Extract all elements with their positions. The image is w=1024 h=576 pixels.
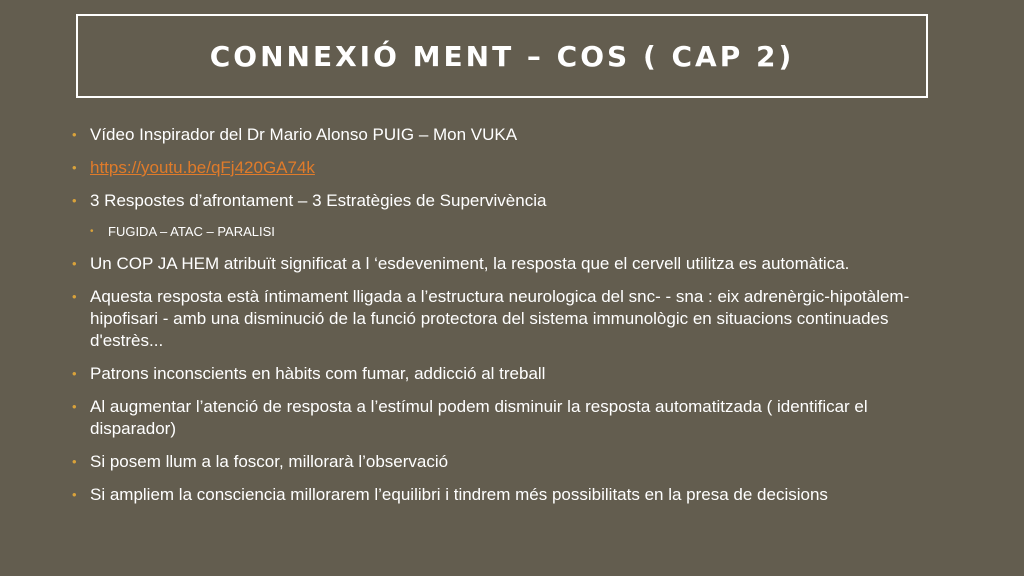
- bullet-item: [70, 363, 930, 385]
- bullet-dot-icon: •: [72, 256, 77, 271]
- bullet-dot-icon: •: [72, 160, 77, 175]
- youtube-link[interactable]: https://youtu.be/qFj420GA74k: [90, 158, 315, 177]
- bullet-dot-icon: •: [72, 127, 77, 142]
- bullet-text: Al augmentar l’atenció de resposta a l’estímul podem disminuir la resposta automatitzada ( identificar el disparador): [90, 397, 868, 438]
- bullet-text: Patrons inconscients en hàbits com fumar, addicció al treball: [90, 364, 546, 383]
- bullet-dot-icon: •: [90, 226, 94, 237]
- bullet-dot-icon: •: [72, 487, 77, 502]
- bullet-item: [70, 190, 930, 212]
- slide-title-box: [76, 14, 928, 98]
- bullet-dot-icon: •: [72, 399, 77, 414]
- bullet-dot-icon: •: [72, 366, 77, 381]
- bullet-dot-icon: •: [72, 289, 77, 304]
- bullet-dot-icon: •: [72, 193, 77, 208]
- bullet-text: Un COP JA HEM atribuït significat a l ‘esdeveniment, la resposta que el cervell utilitza es automàtica.: [90, 254, 850, 273]
- bullet-text: Aquesta resposta està íntimament lligada a l’estructura neurologica del snc- - sna : eix adrenèrgic-hipotàlem-hipofisari - amb una disminució de la funció protectora del sistema immunològic en situacions continuades d'estrès...: [90, 287, 910, 350]
- bullet-item: [70, 451, 930, 473]
- bullet-item: [70, 286, 930, 352]
- bullet-item: [70, 124, 930, 146]
- bullet-dot-icon: •: [72, 454, 77, 469]
- slide-title: CONNEXIÓ MENT – COS ( CAP 2): [209, 39, 795, 73]
- sub-bullet-text: FUGIDA – ATAC – PARALISI: [108, 224, 275, 239]
- bullet-text: Si posem llum a la foscor, millorarà l’observació: [90, 452, 449, 471]
- bullet-item: [70, 396, 930, 440]
- bullet-item-link: [70, 157, 930, 179]
- sub-bullet-item: [70, 223, 930, 241]
- bullet-text: Si ampliem la consciencia millorarem l’equilibri i tindrem més possibilitats en la presa de decisions: [90, 485, 828, 504]
- bullet-text: Vídeo Inspirador del Dr Mario Alonso PUIG – Mon VUKA: [90, 125, 518, 144]
- bullet-item: [70, 484, 930, 506]
- bullet-text: 3 Respostes d’afrontament – 3 Estratègies de Supervivència: [90, 191, 547, 210]
- bullet-item: [70, 253, 930, 275]
- bullet-list: [70, 124, 930, 517]
